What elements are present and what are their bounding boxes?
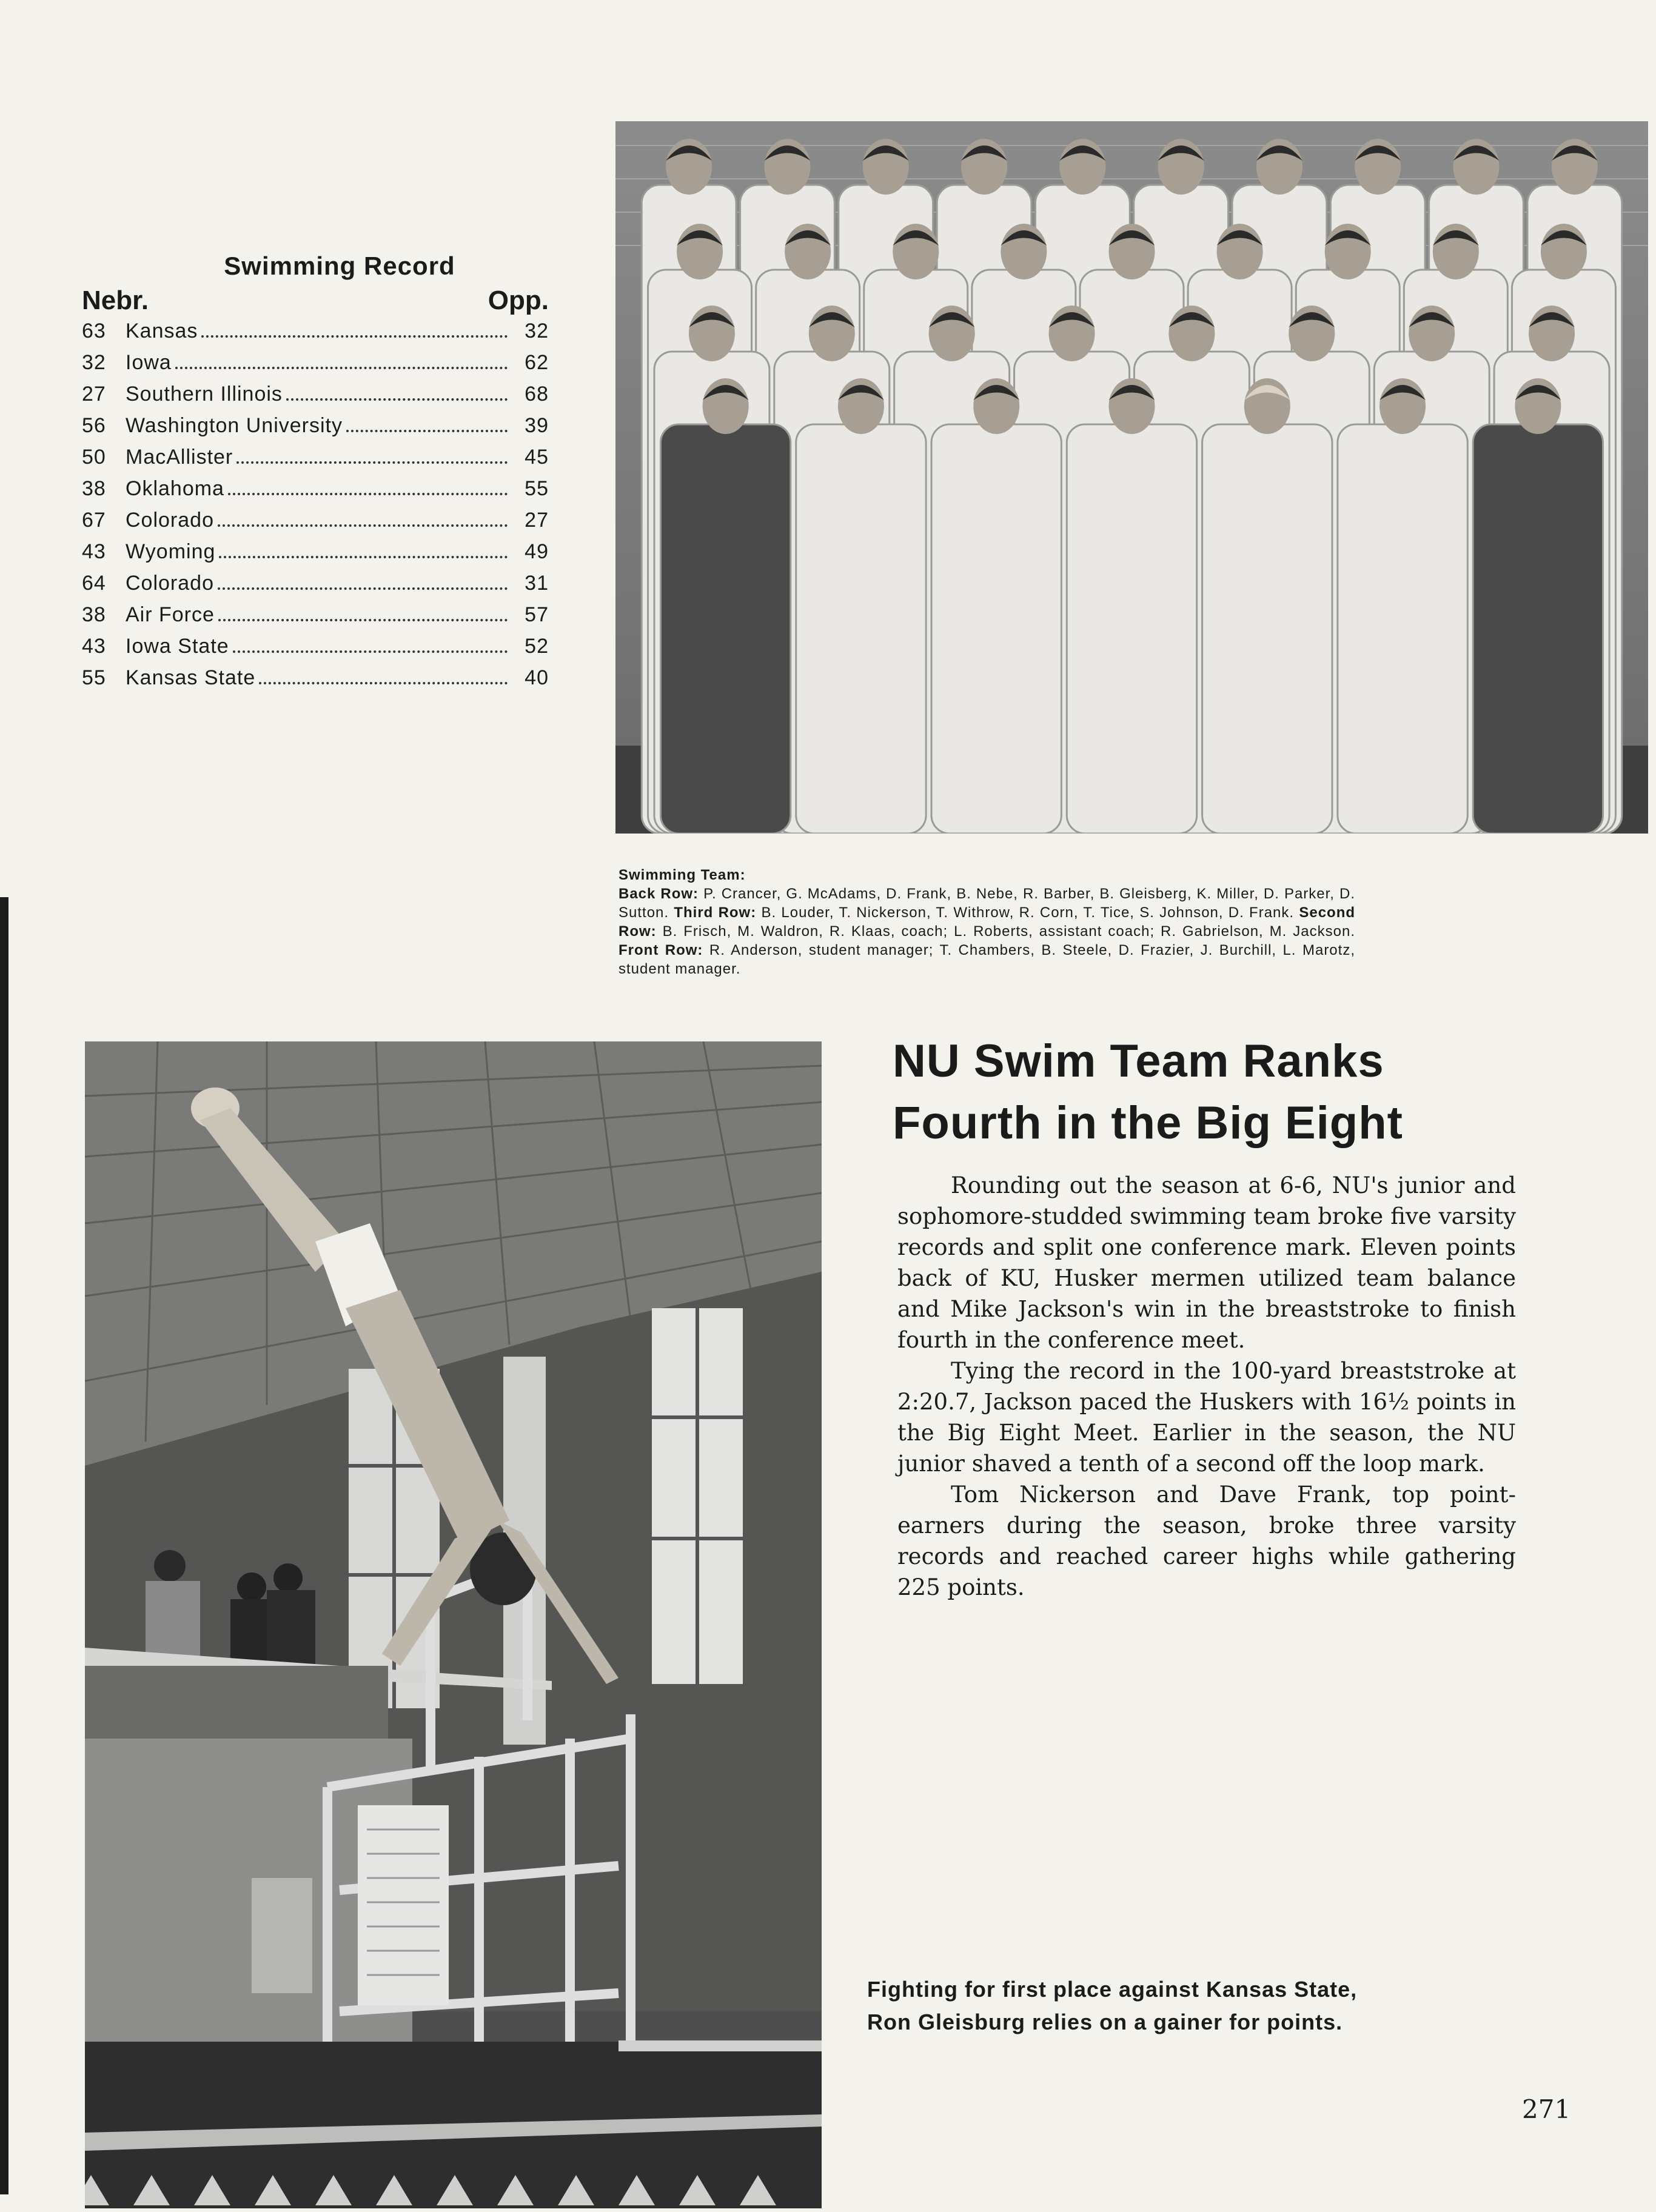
nebr-score: 32 [82, 351, 106, 374]
opp-score: 39 [525, 414, 549, 437]
nebr-score: 67 [82, 509, 106, 532]
dive-caption-line-2: Ron Gleisburg relies on a gainer for points. [867, 2010, 1343, 2034]
back-row-names: P. Crancer, G. McAdams, D. Frank, B. Nebe, R. Barber, B. Gleisberg, K. Miller, D. Parker, D. Sutton. [618, 886, 1356, 921]
opp-score: 62 [525, 351, 549, 374]
opponent-name: Iowa [126, 351, 172, 374]
record-row [82, 509, 549, 540]
leader-dots [286, 398, 508, 401]
team-member [660, 378, 790, 834]
nebr-score: 43 [82, 540, 106, 563]
team-member [1338, 378, 1467, 834]
team-photo [615, 121, 1648, 834]
leader-dots [219, 556, 508, 558]
binding-edge [0, 897, 8, 2194]
nebr-score: 50 [82, 446, 106, 469]
article-paragraph-1: Rounding out the season at 6-6, NU's junior and sophomore-studded swimming team broke five varsity records and split one conference mark. Eleven points back of KU, Husker mermen utilized team balance and Mike Jackson's win in the breaststroke to finish fourth in the conference meet. [897, 1172, 1516, 1353]
nebr-score: 27 [82, 383, 106, 406]
article-paragraph-2: Tying the record in the 100-yard breaststroke at 2:20.7, Jackson paced the Huskers with 16½ points in the Big Eight Meet. Earlier in the season, the NU junior shaved a tenth of a second off the loop mark. [897, 1358, 1516, 1477]
record-row [82, 414, 549, 446]
leader-dots [218, 619, 508, 621]
leader-dots [236, 461, 508, 464]
opponent-name: Kansas State [126, 666, 256, 689]
headline-line-2: Fourth in the Big Eight [893, 1097, 1403, 1149]
second-row-names: B. Frisch, M. Waldron, R. Klaas, coach; L. Roberts, assistant coach; R. Gabrielson, M. Jackson. [662, 923, 1355, 940]
nebr-score: 43 [82, 635, 106, 658]
nebr-column-header: Nebr. [82, 286, 149, 315]
record-row [82, 603, 549, 635]
opp-score: 31 [525, 572, 549, 595]
team-member [931, 378, 1061, 834]
record-row [82, 540, 549, 572]
team-member [1473, 378, 1603, 834]
opponent-name: Iowa State [126, 635, 229, 658]
caption-heading: Swimming Team: [618, 867, 746, 883]
third-row-names: B. Louder, T. Nickerson, T. Withrow, R. Corn, T. Tice, S. Johnson, D. Frank. [761, 904, 1295, 921]
leader-dots [228, 493, 508, 495]
team-member [1067, 378, 1196, 834]
leader-dots [218, 587, 508, 590]
leader-dots [259, 682, 508, 684]
team-caption [618, 866, 1355, 978]
record-row [82, 635, 549, 666]
opponent-name: Oklahoma [126, 477, 224, 500]
record-header [82, 286, 549, 316]
nebr-score: 56 [82, 414, 106, 437]
opponent-name: Southern Illinois [126, 383, 283, 406]
record-row [82, 351, 549, 383]
record-row [82, 319, 549, 351]
back-row-label: Back Row: [618, 886, 699, 902]
swimming-record-table [82, 252, 549, 698]
opp-score: 52 [525, 635, 549, 658]
leader-dots [218, 524, 508, 527]
opp-score: 32 [525, 319, 549, 342]
opponent-name: Washington University [126, 414, 343, 437]
page-number: 271 [1522, 2094, 1571, 2124]
second-row-label: Second Row: [618, 904, 1356, 940]
team-member [1202, 378, 1332, 834]
opponent-name: Air Force [126, 603, 215, 626]
record-rows [82, 319, 549, 698]
article-paragraph-3: Tom Nickerson and Dave Frank, top point-earners during the season, broke three varsity records and reached career highs while gathering 225 points. [897, 1482, 1516, 1600]
nebr-score: 38 [82, 477, 106, 500]
nebr-score: 63 [82, 319, 106, 342]
diving-photo-image [85, 1041, 822, 2208]
opp-score: 49 [525, 540, 549, 563]
record-row [82, 572, 549, 603]
opponent-name: Colorado [126, 572, 214, 595]
article-headline [893, 1031, 1560, 1154]
nebr-score: 55 [82, 666, 106, 689]
opp-score: 55 [525, 477, 549, 500]
opp-score: 68 [525, 383, 549, 406]
record-row [82, 446, 549, 477]
opponent-name: Kansas [126, 319, 198, 342]
front-row-names: R. Anderson, student manager; T. Chambers, B. Steele, D. Frazier, J. Burchill, L. Marotz, student manager. [618, 942, 1355, 977]
leader-dots [233, 650, 508, 653]
team-member [796, 378, 926, 834]
article-body [897, 1170, 1516, 1603]
opp-column-header: Opp. [488, 286, 549, 315]
opponent-name: Colorado [126, 509, 214, 532]
diving-photo [85, 1041, 822, 2208]
opp-score: 57 [525, 603, 549, 626]
headline-line-1: NU Swim Team Ranks [893, 1035, 1384, 1087]
opp-score: 45 [525, 446, 549, 469]
diving-photo-caption [867, 1973, 1413, 2039]
leader-dots [346, 430, 508, 432]
leader-dots [175, 367, 508, 369]
nebr-score: 38 [82, 603, 106, 626]
opp-score: 27 [525, 509, 549, 532]
record-title: Swimming Record [224, 252, 455, 280]
dive-caption-line-1: Fighting for first place against Kansas State, [867, 1977, 1358, 2002]
opp-score: 40 [525, 666, 549, 689]
nebr-score: 64 [82, 572, 106, 595]
leader-dots [201, 335, 508, 338]
team-photo-image [615, 121, 1648, 834]
opponent-name: Wyoming [126, 540, 216, 563]
third-row-label: Third Row: [674, 904, 757, 921]
front-row-label: Front Row: [618, 942, 703, 958]
record-row [82, 666, 549, 698]
record-row [82, 383, 549, 414]
opponent-name: MacAllister [126, 446, 233, 469]
record-row [82, 477, 549, 509]
